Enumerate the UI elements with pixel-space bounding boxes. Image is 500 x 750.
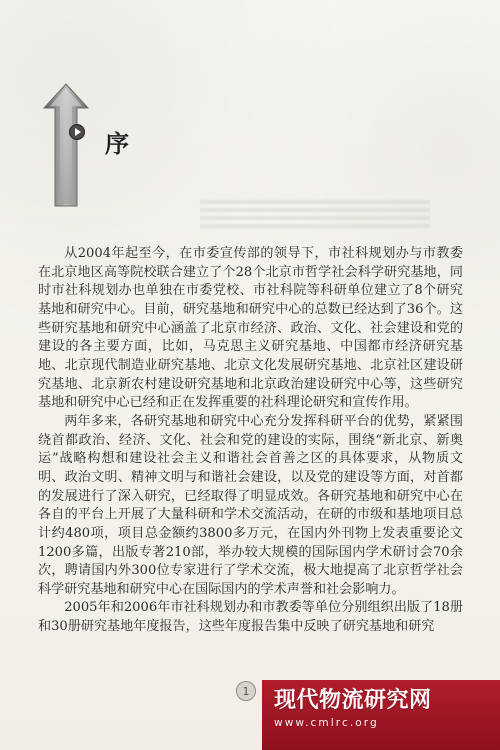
faded-text-lines [200,200,430,238]
play-icon [69,124,85,140]
watermark-title: 现代物流研究网 [274,688,432,713]
up-arrow-icon [40,80,92,210]
page-number-badge: 1 [236,681,256,701]
page-title: 序 [105,129,129,158]
preface-body [38,245,463,637]
paragraph-1: 从2004年起至今，在市委宣传部的领导下，市社科规划办与市教委在北京地区高等院校联合建立了个28个北京市哲学社会科学研究基地，同时市社科规划办也单独在市委党校、市社科院等科研单位建立了8个研究基地和研究中心。目前，研究基地和研究中心的总数已经达到了36个。这些研究基地和研究中心涵盖了北京市经济、政治、文化、社会建设和党的建设的各主要方面，比如，马克思主义研究基地、中国都市经济研究基地、北京现代制造业研究基地、北京文化发展研究基地、北京社区建设研究基地、北京新农村建设研究基地和北京政治建设研究中心等，这些研究基地和研究中心已经和正在发挥重要的社科理论研究和宣传作用。 [38,246,463,411]
paragraph-2: 两年多来，各研究基地和研究中心充分发挥科研平台的优势，紧紧围绕首都政治、经济、文化、社会和党的建设的实际，围绕“新北京、新奥运”战略构想和建设社会主义和谐社会首善之区的具体要求，从物质文明、政治文明、精神文明与和谐社会建设，以及党的建设等方面，对首都的发展进行了深入研究，已经取得了明显成效。各研究基地和研究中心在各自的平台上开展了大量科研和学术交流活动，在研的市级和基地项目总计约480项，项目总金额约3800多万元，在国内外刊物上发表重要论文1200多篇，出版专著210部，举办较大规模的国际国内学术研讨会70余次，聘请国内外300位专家进行了学术交流，极大地提高了北京哲学社会科学研究基地和研究中心在国际国内的学术声誉和社会影响力。 [38,413,463,597]
watermark-url: www.cmlrc.org [274,717,379,730]
watermark-banner [262,680,500,750]
paragraph-3: 2005年和2006年市社科规划办和市教委等单位分别组织出版了18册和30册研究基地年度报告，这些年度报告集中反映了研究基地和研究 [38,600,463,635]
